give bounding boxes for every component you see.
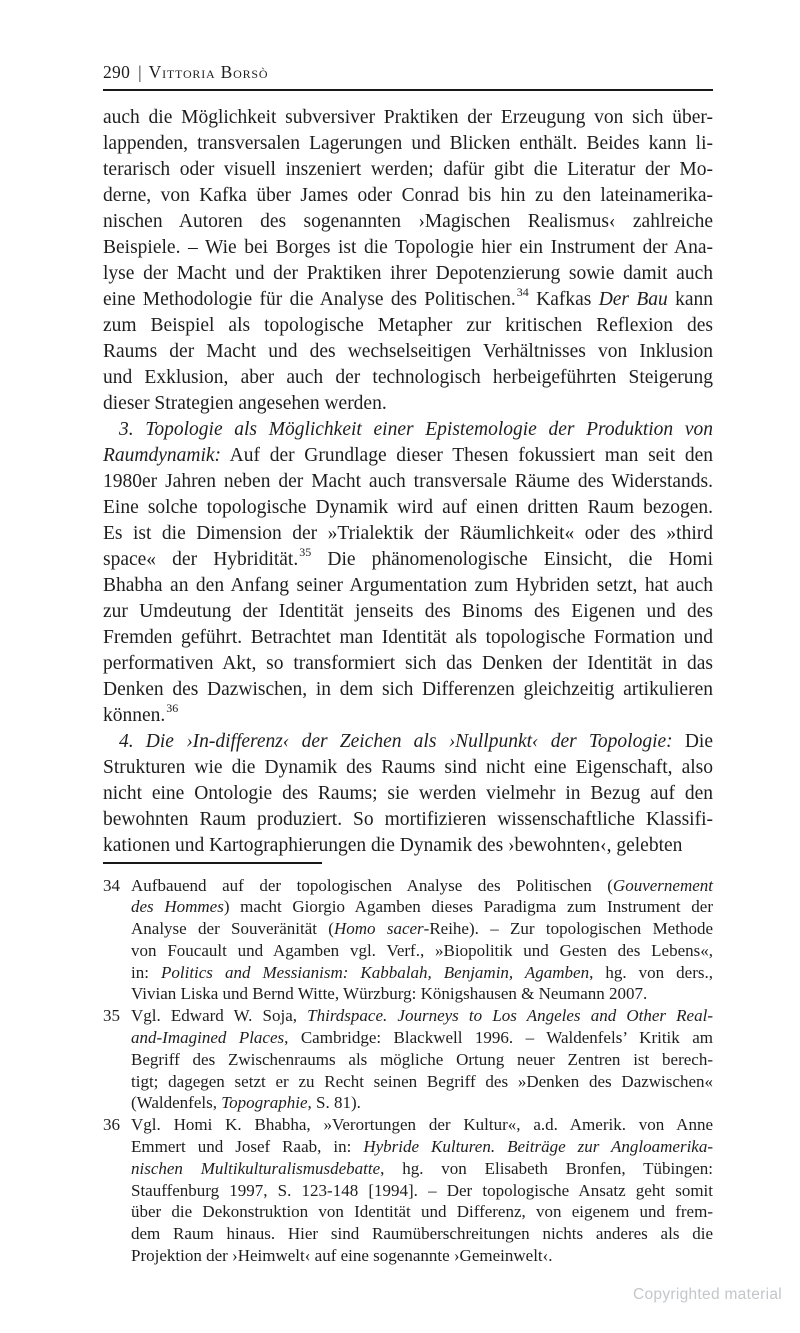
text-run: Gouvernement bbox=[612, 875, 713, 895]
text-run: Thirdspace. Journeys to Los Angeles and Other Real- bbox=[307, 1006, 713, 1026]
text-run: über die Dekonstruktion von Identität und Differenz, von eigenem und frem- bbox=[131, 1202, 713, 1222]
text-run: auch die Möglichkeit subversiver Praktiken der Erzeugung von sich über- bbox=[103, 106, 713, 128]
text-line bbox=[103, 365, 713, 391]
footnote-number: 35 bbox=[103, 1006, 120, 1026]
text-line bbox=[131, 1049, 713, 1071]
text-run: Vgl. Edward W. Soja, bbox=[131, 1006, 308, 1026]
text-run: Die phänomenologische Einsicht, die Homi bbox=[311, 548, 713, 570]
text-run: , hg. von ders., bbox=[589, 962, 714, 982]
text-line bbox=[131, 1027, 713, 1049]
copyright-watermark: Copyrighted material bbox=[632, 1286, 782, 1303]
footnote-item bbox=[103, 875, 713, 1006]
text-run: Beispiele. – Wie bei Borges ist die Topologie hier ein Instrument der Ana- bbox=[103, 236, 713, 258]
footnote-separator bbox=[103, 862, 322, 864]
footnote-number: 34 bbox=[103, 875, 120, 895]
text-run: Aufbauend auf der topologischen Analyse des Politischen ( bbox=[131, 875, 613, 895]
text-column bbox=[103, 0, 713, 1267]
text-line bbox=[103, 261, 713, 287]
text-line bbox=[103, 521, 713, 547]
text-line bbox=[131, 1180, 713, 1202]
footnote-marker: 35 bbox=[299, 545, 312, 559]
text-run: Der Bau bbox=[598, 288, 668, 310]
text-run: dem Raum hinaus. Hier sind Raumüberschreitungen nichts anderes als die bbox=[131, 1224, 713, 1244]
text-run: terarisch oder visuell inszeniert werden; dafür gibt die Literatur der Mo- bbox=[103, 158, 713, 180]
text-run: 4. Die ›In-differenz‹ der Zeichen als ›Nullpunkt‹ der Topologie: bbox=[119, 730, 673, 752]
author-name: Vittoria Borsò bbox=[148, 62, 269, 82]
text-run: des Hommes bbox=[131, 897, 224, 917]
text-line bbox=[131, 983, 713, 1005]
text-line bbox=[103, 131, 713, 157]
text-run: Politics and Messianism: Kabbalah, Benjamin, Agamben bbox=[160, 962, 590, 982]
text-run: tigt; dagegen setzt er zu Recht seinen Begriff des »Denken des Dazwischen« bbox=[131, 1071, 713, 1091]
header-divider: | bbox=[138, 62, 142, 82]
text-line bbox=[131, 940, 713, 962]
paragraph bbox=[103, 729, 713, 859]
paragraph bbox=[103, 105, 713, 417]
text-run: von Foucault und Agamben vgl. Verf., »Biopolitik und Gesten des Lebens«, bbox=[131, 940, 713, 960]
text-line bbox=[103, 651, 713, 677]
text-run: 3. Topologie als Möglichkeit einer Epistemologie der Produktion von bbox=[119, 418, 713, 440]
text-line bbox=[103, 105, 713, 131]
text-line bbox=[131, 962, 713, 984]
text-run: nischen Multikulturalismusdebatte bbox=[131, 1158, 381, 1178]
text-run: Emmert und Josef Raab, in: bbox=[131, 1137, 364, 1157]
text-line bbox=[131, 1201, 713, 1223]
text-run: Topographie bbox=[221, 1093, 308, 1113]
text-line bbox=[103, 183, 713, 209]
text-run: lappenden, transversalen Lagerungen und Blicken enthält. Beides kann li- bbox=[103, 132, 713, 154]
page-header bbox=[103, 64, 713, 91]
text-run: Homo sacer bbox=[333, 919, 424, 939]
footnote-item bbox=[103, 1114, 713, 1267]
text-line bbox=[103, 677, 713, 703]
text-line bbox=[131, 896, 713, 918]
text-run: bewohnten Raum produziert. So mortifizieren wissenschaftliche Klassifi- bbox=[103, 808, 713, 830]
footnote-marker: 36 bbox=[166, 701, 179, 715]
text-run: Eine solche topologische Dynamik wird auf einen dritten Raum bezogen. bbox=[103, 496, 713, 518]
text-run: (Waldenfels, bbox=[131, 1093, 222, 1113]
text-run: zum Beispiel als topologische Metapher zur kritischen Reflexion des bbox=[103, 314, 713, 336]
text-line bbox=[103, 339, 713, 365]
text-run: eine Methodologie für die Analyse des Politischen. bbox=[103, 288, 516, 310]
text-run: Denken des Dazwischen, in dem sich Differenzen gleichzeitig artikulieren bbox=[103, 678, 713, 700]
text-run: Es ist die Dimension der »Trialektik der Räumlichkeit« oder des »third bbox=[103, 522, 713, 544]
text-run: performativen Akt, so transformiert sich das Denken der Identität in das bbox=[103, 652, 713, 674]
text-line bbox=[103, 755, 713, 781]
text-line bbox=[131, 918, 713, 940]
text-run: Raumdynamik: bbox=[103, 444, 222, 466]
text-run: Die bbox=[672, 730, 713, 752]
text-line bbox=[103, 157, 713, 183]
text-line bbox=[103, 209, 713, 235]
text-run: , S. 81). bbox=[307, 1093, 361, 1113]
text-line bbox=[131, 1005, 713, 1027]
text-run: und Exklusion, aber auch der technologisch herbeigeführten Steigerung bbox=[103, 366, 713, 388]
text-run: 1980er Jahren neben der Macht auch transversale Räume des Widerstands. bbox=[103, 470, 713, 492]
text-run: Bhabha an den Anfang seiner Argumentation zum Hybriden setzt, hat auch bbox=[103, 574, 713, 596]
text-run: Vivian Liska und Bernd Witte, Würzburg: Königshausen & Neumann 2007. bbox=[131, 984, 648, 1004]
footnotes-list bbox=[103, 875, 713, 1267]
text-line bbox=[103, 781, 713, 807]
body-text bbox=[103, 105, 713, 859]
text-line bbox=[103, 807, 713, 833]
text-line bbox=[103, 833, 713, 859]
text-line bbox=[131, 1245, 713, 1267]
text-run: Strukturen wie die Dynamik des Raums sind nicht eine Eigenschaft, also bbox=[103, 756, 713, 778]
text-line bbox=[103, 313, 713, 339]
text-run: Fremden geführt. Betrachtet man Identität als topologische Formation und bbox=[103, 626, 713, 648]
text-run: Vgl. Homi K. Bhabha, »Verortungen der Kultur«, a.d. Amerik. von Anne bbox=[131, 1115, 713, 1135]
text-run: zur Umdeutung der Identität jenseits des Binoms des Eigenen und des bbox=[103, 600, 713, 622]
text-run: Kafkas bbox=[528, 288, 599, 310]
text-run: Analyse der Souveränität ( bbox=[131, 919, 334, 939]
text-run: Raums der Macht und des wechselseitigen Verhältnisses von Inklusion bbox=[103, 340, 713, 362]
text-run: dieser Strategien angesehen werden. bbox=[103, 392, 387, 414]
text-run: kann bbox=[667, 288, 714, 310]
text-line bbox=[131, 1223, 713, 1245]
text-line bbox=[103, 495, 713, 521]
text-run: Hybride Kulturen. Beiträge zur Angloamerika- bbox=[363, 1137, 714, 1157]
text-run: derne, von Kafka über James oder Conrad bis hin zu den lateinamerika- bbox=[103, 184, 713, 206]
footnote-marker: 34 bbox=[516, 285, 529, 299]
page-number: 290 bbox=[103, 62, 131, 82]
text-run: in: bbox=[131, 962, 161, 982]
text-line bbox=[103, 703, 713, 729]
text-run: Begriff des Zwischenraums als mögliche Ortung neuer Zentren ist berech- bbox=[131, 1049, 713, 1069]
text-line bbox=[103, 235, 713, 261]
footnote-number: 36 bbox=[103, 1115, 120, 1135]
text-run: nischen Autoren des sogenannten ›Magischen Realismus‹ zahlreiche bbox=[103, 210, 713, 232]
text-run: , Cambridge: Blackwell 1996. – Waldenfels’ Kritik am bbox=[284, 1028, 713, 1048]
text-line bbox=[131, 1071, 713, 1093]
text-run: nicht eine Ontologie des Raums; sie werden vielmehr in Bezug auf den bbox=[103, 782, 713, 804]
text-line bbox=[103, 469, 713, 495]
footnote-item bbox=[103, 1005, 713, 1114]
text-line bbox=[131, 1092, 713, 1114]
text-run: Projektion der ›Heimwelt‹ auf eine sogenannte ›Gemeinwelt‹. bbox=[131, 1246, 553, 1266]
text-line bbox=[103, 417, 713, 443]
text-line bbox=[103, 547, 713, 573]
text-run: Auf der Grundlage dieser Thesen fokussiert man seit den bbox=[221, 444, 713, 466]
text-line bbox=[131, 1136, 713, 1158]
text-line bbox=[131, 875, 713, 897]
text-run: kationen und Kartographierungen die Dynamik des ›bewohnten‹, gelebten bbox=[103, 834, 683, 856]
text-run: ) macht Giorgio Agamben dieses Paradigma zum Instrument der bbox=[223, 897, 713, 917]
text-line bbox=[103, 287, 713, 313]
text-line bbox=[103, 599, 713, 625]
text-run: lyse der Macht und der Praktiken ihrer Depotenzierung sowie damit auch bbox=[103, 262, 713, 284]
text-run: können. bbox=[103, 704, 166, 726]
text-run: -Reihe). – Zur topologischen Methode bbox=[423, 919, 713, 939]
text-line bbox=[103, 729, 713, 755]
text-line bbox=[103, 443, 713, 469]
text-run: Stauffenburg 1997, S. 123-148 [1994]. – Der topologische Ansatz geht somit bbox=[131, 1180, 713, 1200]
paragraph bbox=[103, 417, 713, 729]
text-run: space« der Hybridität. bbox=[103, 548, 299, 570]
text-line bbox=[103, 625, 713, 651]
text-line bbox=[131, 1158, 713, 1180]
text-line bbox=[103, 391, 713, 417]
text-run: , hg. von Elisabeth Bronfen, Tübingen: bbox=[380, 1158, 713, 1178]
text-line bbox=[131, 1114, 713, 1136]
text-line bbox=[103, 573, 713, 599]
text-run: and-Imagined Places bbox=[131, 1028, 285, 1048]
